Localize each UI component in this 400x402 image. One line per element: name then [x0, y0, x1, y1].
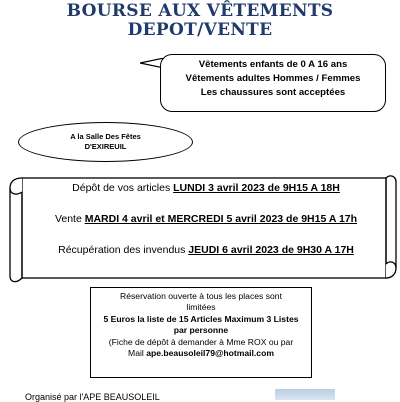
recuperation-label: Récupération des invendus	[58, 244, 189, 256]
organizer-text: Organisé par l'APE BEAUSOLEIL	[25, 392, 160, 402]
vente-date: MARDI 4 avril et MERCREDI 5 avril 2023 de 9H15 A 17h	[84, 213, 358, 225]
reservation-price: 5 Euros la liste de 15 Articles Maximum 3 Listes	[103, 313, 299, 324]
callout-line-shoes: Les chaussures sont acceptées	[200, 87, 346, 98]
clothing-callout	[160, 54, 386, 112]
reservation-line-2: limitées	[186, 302, 216, 313]
recuperation-line	[24, 244, 388, 256]
mail-prefix: Mail	[128, 348, 147, 359]
location-town: D'EXIREUIL	[84, 142, 127, 151]
reservation-box	[90, 287, 312, 378]
location-oval	[18, 122, 193, 162]
reservation-per-person: par personne	[173, 325, 229, 336]
callout-line-children: Vêtements enfants de 0 A 16 ans	[198, 59, 348, 70]
depot-line	[24, 182, 388, 194]
vente-label: Vente	[54, 213, 85, 225]
location-venue: A la Salle Des Fêtes	[70, 132, 141, 141]
depot-date: LUNDI 3 avril 2023 de 9H15 A 18H	[173, 182, 340, 194]
recuperation-date: JEUDI 6 avril 2023 de 9H30 A 17H	[188, 244, 354, 256]
depot-label: Dépôt de vos articles	[72, 182, 174, 194]
vente-line	[24, 213, 388, 225]
reservation-form-note: (Fiche de dépôt à demander à Mme ROX ou par	[108, 336, 294, 347]
page-title: BOURSE AUX VÊTEMENTS	[66, 1, 334, 21]
reservation-line-1: Réservation ouverte à tous les places sont	[120, 291, 282, 301]
footer-image	[275, 389, 335, 400]
reservation-mail-line	[91, 348, 311, 359]
contact-email-link[interactable]: ape.beausoleil79@hotmail.com	[146, 348, 274, 359]
page-subtitle: DEPOT/VENTE	[127, 20, 273, 40]
callout-line-adults: Vêtements adultes Hommes / Femmes	[185, 73, 361, 84]
